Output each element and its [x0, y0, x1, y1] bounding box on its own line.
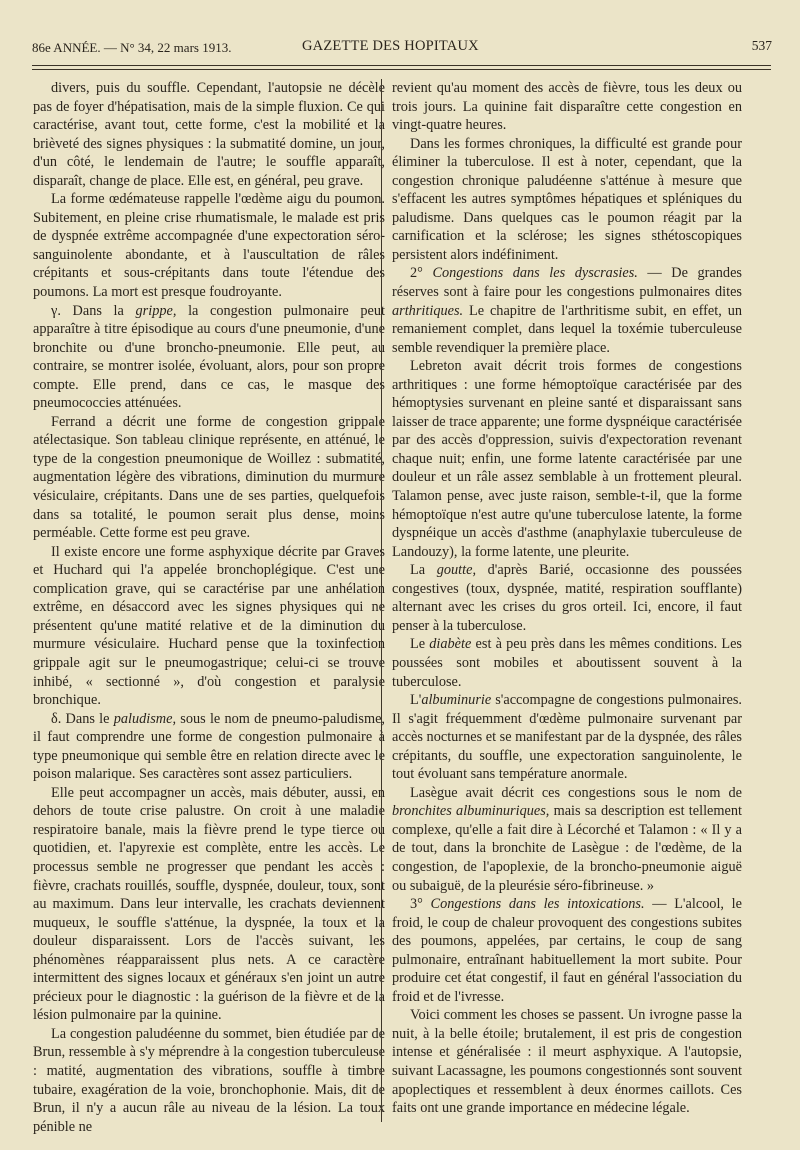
- paragraph-text: δ. Dans le: [51, 710, 114, 727]
- page-header: [32, 38, 772, 60]
- paragraph-text: est à peu près dans les mêmes conditions. Les poussées sont mobiles et aboutissent souvent à la tuberculose.: [392, 636, 742, 690]
- paragraph-text: sous le nom de pneumo-paludisme, il faut comprendre une forme de congestion pulmonaire à type pneumonique qui semble être en relation directe avec le poison malarique. Ses caractères sont assez particuliers.: [33, 710, 386, 783]
- paragraph-text: Le chapitre de l'arthritisme subit, en effet, un remaniement complet, dans lequel la toxémie tuberculeuse semble revendiquer la première place.: [392, 302, 742, 356]
- right-paragraph: Dans les formes chroniques, la difficulté est grande pour éliminer la tuberculose. Il est à noter, cependant, que la congestion chronique paludéenne s'atténue à mesure que s'effacent les autres symptômes hépatiques et spléniques du paludisme. Dans quelques cas le poumon réagit par la carnification et la sclérose; les signes sthétoscopiques persistent alors indéfiniment.: [392, 135, 742, 263]
- paragraph-text: s'accompagne de congestions pulmonaires. Il s'agit fréquemment d'œdème pulmonaire survenant par accès nocturnes et se manifestant par de la dyspnée, des râles crépitants, du souffle, une expectoration sanguinolente, le tout évoluant sans température anormale.: [392, 692, 742, 783]
- emphasis-text: paludisme,: [113, 710, 177, 727]
- right-paragraph: Voici comment les choses se passent. Un ivrogne passe la nuit, à la belle étoile; brutalement, il est pris de congestion intense et généralisée : il meurt asphyxique. A l'autopsie, suivant Lacassagne, les poumons congestionnés sont souvent apoplectiques et ressemblent à deux énormes caillots. Ces faits ont une grande importance en médecine légale.: [392, 1007, 742, 1117]
- paragraph-text: — L'alcool, le froid, le coup de chaleur provoquent des congestions subites des poumons, appelées, par certains, le coup de sang pulmonaire, entraînant habituellement la mort subite. Pour produire cet état congestif, il faut en général l'association du froid et de l'ivresse.: [392, 896, 742, 1005]
- left-paragraph: Il existe encore une forme asphyxique décrite par Graves et Huchard qui l'a appelée bronchoplégique. C'est une complication grave, qui se caractérise par une anhélation extrême, en désaccord avec les signes physiques qui ne présentent qu'une matité relative et de la diminution du murmure vésiculaire. Huchard pense que la toxinfection grippale agit sur le pneumogastrique; celui-ci se trouve inhibé, « sectionné », d'où congestion et paralysie bronchique.: [33, 543, 385, 709]
- header-rule-bottom: [32, 69, 771, 70]
- emphasis-text: arthritiques.: [392, 302, 464, 319]
- right-paragraph: [392, 635, 742, 691]
- journal-title: GAZETTE DES HOPITAUX: [302, 38, 479, 54]
- paragraph-text: L': [410, 692, 422, 709]
- right-column: [392, 79, 742, 1118]
- paragraph-text: mais sa description est tellement complexe, qu'elle a fait dire à Lécorché et Talamon : « Il y a de tout, dans la bronchite de Lasègue : de l'œdème, de la congestion, de l'apoplexie, de la broncho-pneumonie aiguë ou subaiguë, de la pleurésie séro-fibrineuse. »: [392, 803, 742, 894]
- right-paragraph: [392, 691, 742, 784]
- left-column: [33, 79, 385, 1136]
- emphasis-text: diabète: [429, 636, 472, 653]
- paragraph-text: 2°: [410, 265, 433, 282]
- left-paragraph: Elle peut accompagner un accès, mais débuter, aussi, en dehors de toute crise palustre. On croit à une maladie respiratoire banale, mais la fièvre prend le type tierce ou quotidien, et. l'apyrexie est complète, entre les accès. Le processus semble ne progresser que pendant les accès : fièvre, crachats rouillés, souffle, dyspnée, douleur, toux, sont au maximum. Dans leur intervalle, les crachats deviennent muqueux, le souffle s'atténue, la dyspnée, la toux et la douleur disparaissent. Lors de l'accès suivant, les phénomènes réapparaissent plus nets. A ce caractère intermittent des signes locaux et généraux s'en joint un autre précieux pour le diagnostic : la guérison de la fièvre et de la lésion pulmonaire par la quinine.: [33, 784, 385, 1024]
- right-paragraph: [392, 264, 742, 357]
- paragraph-text: Lasègue avait décrit ces congestions sous le nom de: [410, 784, 742, 801]
- left-paragraph: [33, 302, 385, 413]
- right-paragraph: Lebreton avait décrit trois formes de congestions arthritiques : une forme hémoptoïque caractérisée par des hémoptysies survenant en pleine santé et disparaissant sans laisser de trace apparente; une forme dyspnéique caractérisée par des accès d'oppression, suivis d'expectoration revenant chaque nuit; enfin, une forme latente caractérisée par une douleur et un râle assez semblable à un frottement pleural. Talamon pense, avec juste raison, semble-t-il, que la forme hémoptoïque n'est autre qu'une tuberculose latente, la forme dyspnéique un accès d'asthme (anaphylaxie tuberculeuse de Landouzy), la forme latente, une pleurite.: [392, 358, 742, 560]
- paragraph-text: Le: [410, 636, 430, 653]
- issue-info: 86e ANNÉE. — N° 34, 22 mars 1913.: [32, 40, 232, 55]
- page-number: 537: [751, 38, 772, 53]
- paragraph-text: — De grandes réserves sont à faire pour les congestions pulmonaires dites: [392, 265, 742, 301]
- emphasis-text: grippe,: [135, 302, 177, 319]
- emphasis-text: goutte,: [436, 562, 477, 579]
- emphasis-text: albuminurie: [421, 692, 492, 709]
- left-paragraph: divers, puis du souffle. Cependant, l'autopsie ne décèle pas de foyer d'hépatisation, mais de la simple fluxion. Ce qui caractérise, avant tout, cette forme, c'est la mobilité et la brièveté des signes physiques : la submatité domine, un jour, d'un côté, le lendemain de l'autre; le souffle apparaît, disparaît, change de place. Elle est, en général, peu grave.: [33, 80, 385, 189]
- column-divider: [381, 79, 382, 1122]
- left-paragraph: Ferrand a décrit une forme de congestion grippale atélectasique. Son tableau clinique représente, en atténué, le type de la congestion pneumonique de Woillez : submatité, augmentation légère des vibrations, diminution du murmure vésiculaire, crépitants. Dans une de ses parties, quelquefois dans sa totalité, le poumon serait plus dense, moins perméable. Cette forme est peu grave.: [33, 413, 385, 542]
- emphasis-text: bronchites albuminuriques,: [392, 803, 550, 820]
- paragraph-text: γ. Dans la: [51, 302, 136, 319]
- right-paragraph: [392, 561, 742, 635]
- right-paragraph: [392, 895, 742, 1006]
- header-rule-top: [32, 65, 771, 66]
- right-paragraph: [392, 784, 742, 895]
- paragraph-text: la congestion pulmonaire peut apparaître à titre épisodique au cours d'une pneumonie, d'une bronchite ou d'une broncho-pneumonie. Elle peut, au contraire, se montrer isolée, évoluant, alors, pour son propre compte. Elle prend, dans ce cas, le masque des pneumococcies atténuées.: [33, 302, 385, 412]
- left-paragraph: [33, 710, 385, 784]
- paragraph-text: d'après Barié, occasionne des poussées congestives (toux, dyspnée, matité, respiration soufflante) alternant avec les crises du gros orteil. Ici, encore, il faut penser à la tuberculose.: [392, 562, 742, 634]
- emphasis-text: Congestions dans les dyscrasies.: [432, 265, 638, 282]
- paragraph-text: La: [410, 562, 437, 579]
- emphasis-text: Congestions dans les intoxications.: [430, 896, 645, 913]
- left-paragraph: La forme œdémateuse rappelle l'œdème aigu du poumon. Subitement, en pleine crise rhumatismale, le malade est pris de dyspnée extrême accompagnée d'une expectoration séro-sanguinolente abondante, et à l'auscultation de râles crépitants et sous-crépitants dans toute l'étendue des poumons. La mort est presque foudroyante.: [33, 191, 385, 301]
- right-paragraph: revient qu'au moment des accès de fièvre, tous les deux ou trois jours. La quinine fait disparaître cette congestion en vingt-quatre heures.: [392, 80, 742, 134]
- paragraph-text: 3°: [410, 896, 431, 913]
- left-paragraph: La congestion paludéenne du sommet, bien étudiée par de Brun, ressemble à s'y méprendre à la congestion tuberculeuse : matité, augmentation des vibrations, souffle à timbre tubaire, exagération de la voie, bronchophonie. Mais, dit de Brun, il n'y a aucun râle au niveau de la lésion. La toux pénible ne: [33, 1025, 385, 1135]
